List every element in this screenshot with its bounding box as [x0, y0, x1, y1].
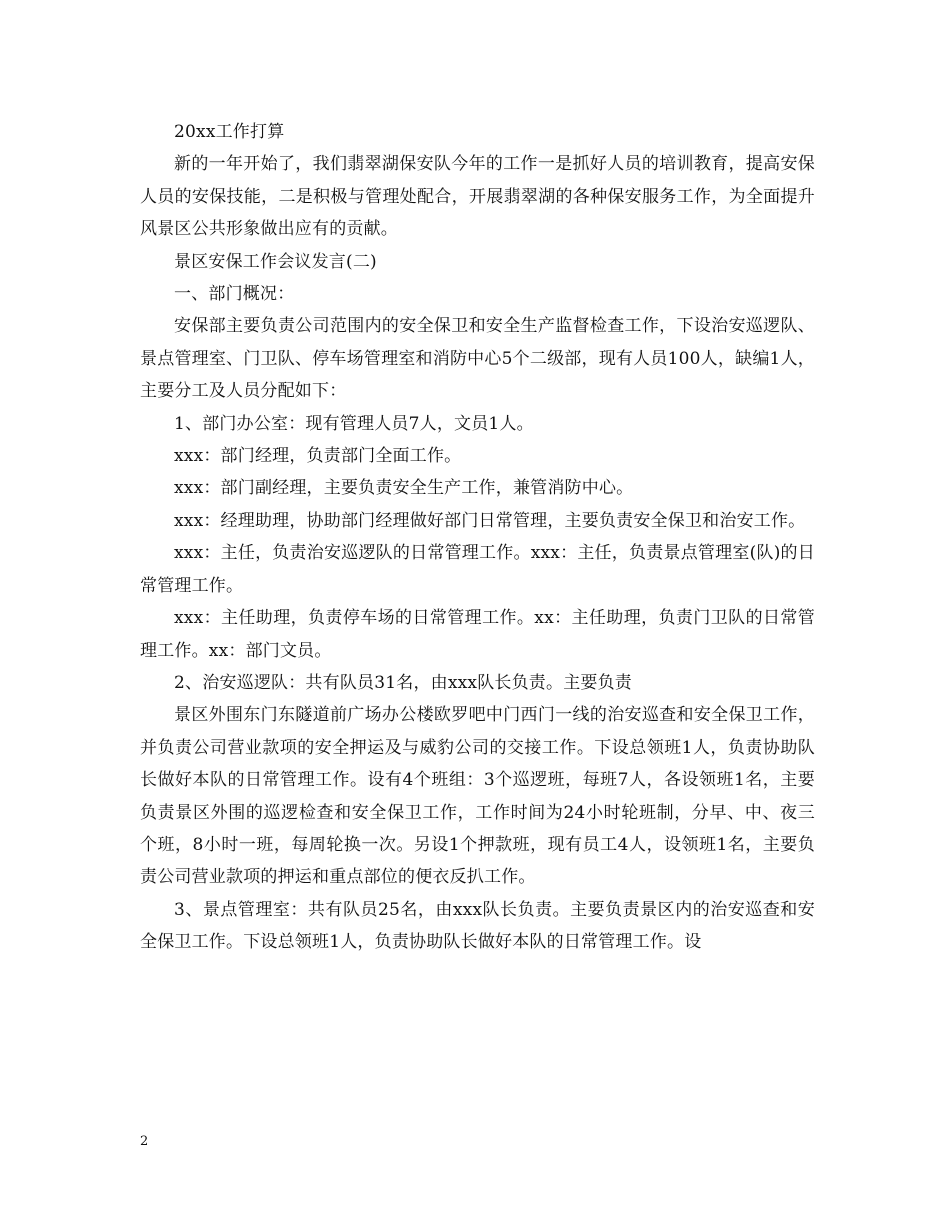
paragraph-patrol-details: 景区外围东门东隧道前广场办公楼欧罗吧中门西门一线的治安巡查和安全保卫工作，并负责公司营业款项的安全押运及与威豹公司的交接工作。下设总领班1人，负责协助队长做好本队的日常管理工作。设有4个班组：3个巡逻班，每班7人，各设领班1名，主要负责景区外围的巡逻检查和安全保卫工作，工作时间为24小时轮班制，分早、中、夜三个班，8小时一班，每周轮换一次。另设1个押款班，现有员工4人，设领班1名，主要负责公司营业款项的押运和重点部位的便衣反扒工作。: [140, 705, 815, 888]
paragraph-director-assistants: xxx：主任助理，负责停车场的日常管理工作。xx：主任助理，负责门卫队的日常管理工作。xx：部门文员。: [140, 608, 815, 661]
paragraph-department-duties: 安保部主要负责公司范围内的安全保卫和安全生产监督检查工作，下设治安巡逻队、景点管理室、门卫队、停车场管理室和消防中心5个二级部，现有人员100人，缺编1人，主要分工及人员分配如下：: [140, 316, 815, 402]
paragraph-section-overview: 一、部门概况：: [174, 284, 295, 305]
paragraph-scenic-management: 3、景点管理室：共有队员25名，由xxx队长负责。主要负责景区内的治安巡查和安全保卫工作。下设总领班1人，负责协助队长做好本队的日常管理工作。设: [140, 899, 815, 953]
page-number: 2: [140, 1134, 149, 1149]
paragraph-manager-assistant: xxx：经理助理，协助部门经理做好部门日常管理，主要负责安全保卫和治安工作。: [174, 510, 806, 531]
paragraph-directors: xxx：主任，负责治安巡逻队的日常管理工作。xxx：主任，负责景点管理室(队)的日常管理工作。: [140, 543, 815, 596]
paragraph-office: 1、部门办公室：现有管理人员7人，文员1人。: [174, 413, 534, 434]
paragraph-work-plan-heading: 20xx工作打算: [174, 122, 285, 142]
document-body: [140, 116, 815, 959]
paragraph-patrol-team: 2、治安巡逻队：共有队员31名，由xxx队长负责。主要负责: [174, 672, 633, 693]
paragraph-new-year-plan: 新的一年开始了，我们翡翠湖保安队今年的工作一是抓好人员的培训教育，提高安保人员的安保技能，二是积极与管理处配合，开展翡翠湖的各种保安服务工作，为全面提升风景区公共形象做出应有的贡献。: [140, 154, 815, 240]
paragraph-speech-title: 景区安保工作会议发言(二): [174, 251, 377, 272]
paragraph-deputy-manager: xxx：部门副经理，主要负责安全生产工作，兼管消防中心。: [174, 478, 634, 499]
paragraph-manager: xxx：部门经理，负责部门全面工作。: [174, 446, 462, 467]
